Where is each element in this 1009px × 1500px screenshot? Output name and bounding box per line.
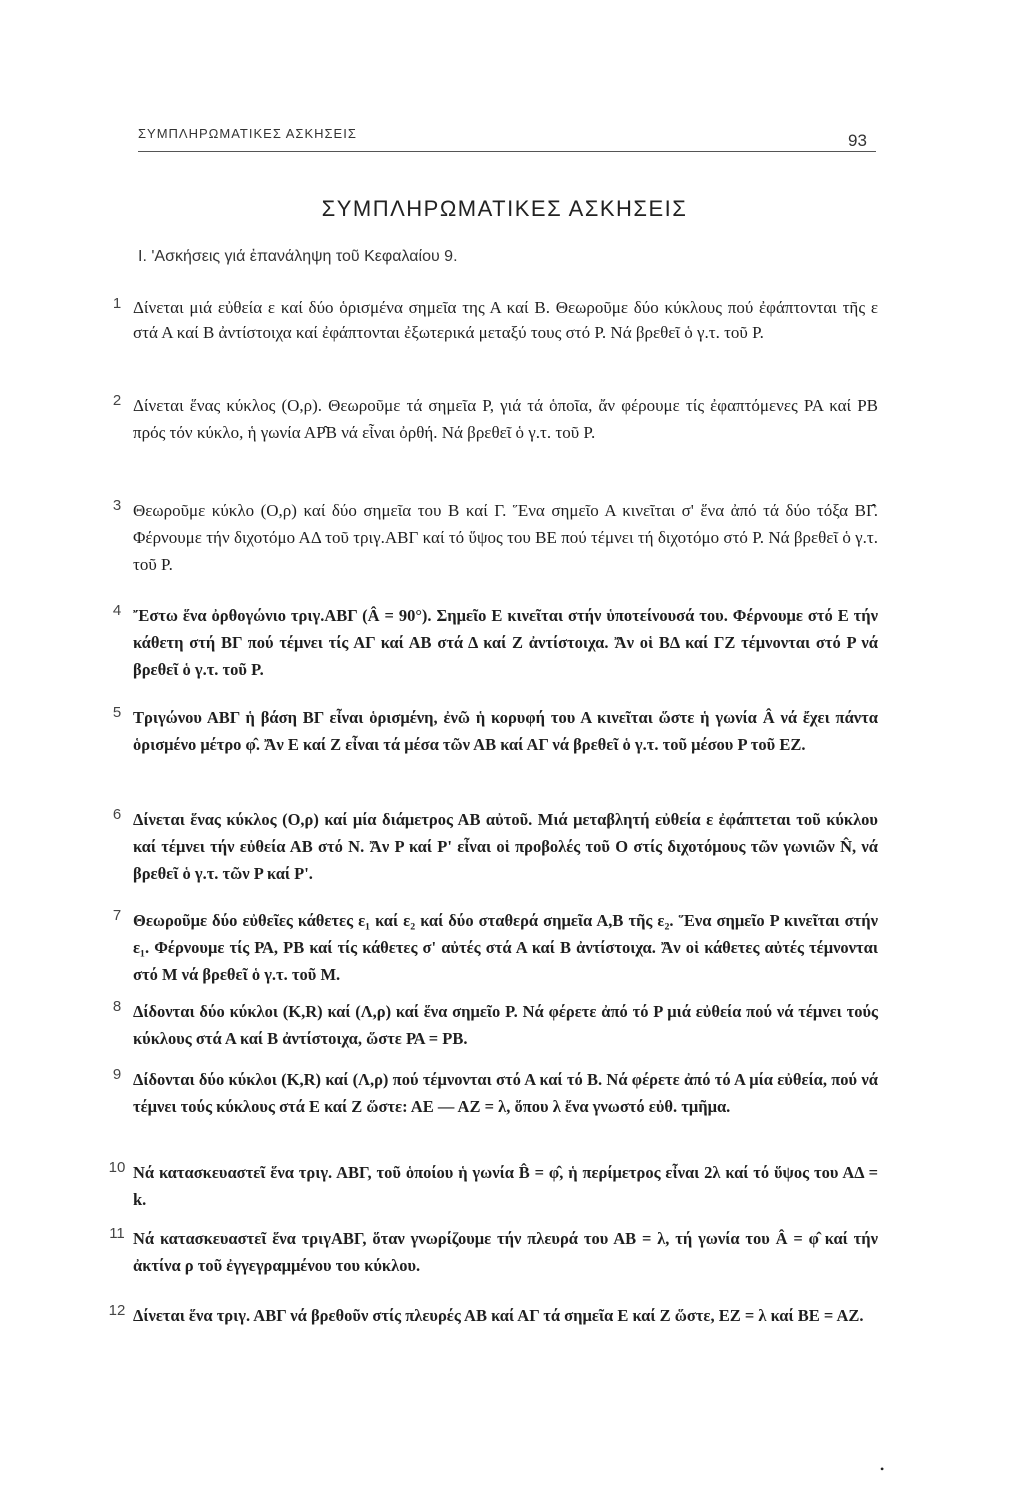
section-title: ΣΥΜΠΛΗΡΩΜΑΤΙΚΕΣ ΑΣΚΗΣΕΙΣ [321,196,688,221]
exercise-number: 11 [109,1225,125,1242]
exercise-text: Θεωροῦμε κύκλο (Ο,ρ) καί δύο σημεῖα του Β καί Γ. Ἕνα σημεῖο Α κινεῖται σ' ἕνα ἀπό τά δύο τόξα ΒΓ̂. Φέρνουμε τήν διχοτόμο ΑΔ τοῦ τριγ.ΑΒΓ καί τό ὕψος του ΒΕ πού τέμνει τή διχοτόμο στό Ρ. Νά βρεθεῖ ὁ γ.τ. τοῦ Ρ. [133,501,878,574]
exercise-number: 5 [112,704,122,721]
exercise-number: 3 [112,497,122,514]
page-number: 93 [848,131,867,150]
exercise-number: 7 [112,907,122,924]
exercise-text: Δίδονται δύο κύκλοι (Κ,R) καί (Λ,ρ) πού τέμνονται στό Α καί τό Β. Νά φέρετε ἀπό τό Α μία εὐθεία, πού νά τέμνει τούς κύκλους στά Ε καί Ζ ὥστε: ΑΕ — ΑΖ = λ, ὅπου λ ἕνα γνωστό εὐθ. τμῆμα. [133,1070,878,1116]
exercise-text: Νά κατασκευαστεῖ ἕνα τριγ. ΑΒΓ, τοῦ ὁποίου ἡ γωνία B̂ = φ̂, ἡ περίμετρος εἶναι 2λ καί τό ὕψος του ΑΔ = k. [133,1163,878,1209]
exercise-text: Δίδονται δύο κύκλοι (Κ,R) καί (Λ,ρ) καί ἕνα σημεῖο Ρ. Νά φέρετε ἀπό τό Ρ μιά εὐθεία πού νά τέμνει τούς κύκλους στά Α καί Β ἀντίστοιχα, ὥστε ΡΑ = ΡΒ. [133,1002,878,1048]
exercise-number: 8 [112,998,122,1015]
running-header: ΣΥΜΠΛΗΡΩΜΑΤΙΚΕΣ ΑΣΚΗΣΕΙΣ [138,126,357,141]
stray-ink-mark: • [880,1462,885,1476]
section-subheading: I. 'Ασκήσεις γιά ἐπανάληψη τοῦ Κεφαλαίου 9. [138,248,458,265]
exercise-text: Τριγώνου ΑΒΓ ἡ βάση ΒΓ εἶναι ὁρισμένη, ἐνῶ ἡ κορυφή του Α κινεῖται ὥστε ἡ γωνία Â νά ἔχει πάντα ὁρισμένο μέτρο φ̂. Ἄν Ε καί Ζ εἶναι τά μέσα τῶν ΑΒ καί ΑΓ νά βρεθεῖ ὁ γ.τ. τοῦ μέσου Ρ τοῦ ΕΖ. [133,708,878,754]
exercise-text: Νά κατασκευαστεῖ ἕνα τριγΑΒΓ, ὅταν γνωρίζουμε τήν πλευρά του ΑΒ = λ, τή γωνία του Â = φ̂ καί τήν ἀκτίνα ρ τοῦ ἐγγεγραμμένου του κύκλου. [133,1229,878,1275]
exercise-number: 4 [112,602,122,619]
exercise-text: Δίνεται μιά εὐθεία ε καί δύο ὁρισμένα σημεῖα της Α καί Β. Θεωροῦμε δύο κύκλους πού ἐφάπτονται τῆς ε στά Α καί Β ἀντίστοιχα καί ἐφάπτονται ἐξωτερικά μεταξύ τους στό Ρ. Νά βρεθεῖ ὁ γ.τ. τοῦ Ρ. [133,298,878,342]
header-rule [138,151,876,152]
exercise-number: 9 [112,1066,122,1083]
exercise-number: 1 [112,295,122,312]
exercise-text: Δίνεται ἕνα τριγ. ΑΒΓ νά βρεθοῦν στίς πλευρές ΑΒ καί ΑΓ τά σημεῖα Ε καί Ζ ὥστε, ΕΖ = λ καί ΒΕ = ΑΖ. [133,1306,864,1325]
exercise-text: Δίνεται ἕνας κύκλος (Ο,ρ). Θεωροῦμε τά σημεῖα Ρ, γιά τά ὁποῖα, ἄν φέρουμε τίς ἐφαπτόμενες ΡΑ καί ΡΒ πρός τόν κύκλο, ἡ γωνία ΑΡ̂Β νά εἶναι ὀρθή. Νά βρεθεῖ ὁ γ.τ. τοῦ Ρ. [133,396,878,442]
exercise-number: 6 [112,806,122,823]
exercise-number: 2 [112,392,122,409]
exercise-text: Ἔστω ἕνα ὀρθογώνιο τριγ.ΑΒΓ (Â = 90°). Σημεῖο Ε κινεῖται στήν ὑποτείνουσά του. Φέρνουμε στό Ε τήν κάθετη στή ΒΓ πού τέμνει τίς ΑΓ καί ΑΒ στά Δ καί Ζ ἀντίστοιχα. Ἄν οἱ ΒΔ καί ΓΖ τέμνονται στό Ρ νά βρεθεῖ ὁ γ.τ. τοῦ Ρ. [133,606,878,679]
exercise-text: Δίνεται ἕνας κύκλος (Ο,ρ) καί μία διάμετρος ΑΒ αὐτοῦ. Μιά μεταβλητή εὐθεία ε ἐφάπτεται τοῦ κύκλου καί τέμνει τήν εὐθεία ΑΒ στό Ν. Ἄν Ρ καί Ρ' εἶναι οἱ προβολές τοῦ Ο στίς διχοτόμους τῶν γωνιῶν N̂, νά βρεθεῖ ὁ γ.τ. τῶν Ρ καί Ρ'. [133,810,878,883]
exercise-number: 12 [108,1302,126,1319]
exercise-text: Θεωροῦμε δύο εὐθεῖες κάθετες ε₁ καί ε₂ καί δύο σταθερά σημεῖα Α,Β τῆς ε₂. Ἕνα σημεῖο Ρ κινεῖται στήν ε₁. Φέρνουμε τίς ΡΑ, ΡΒ καί τίς κάθετες σ' αὐτές στά Α καί Β ἀντίστοιχα. Ἄν οἱ κάθετες αὐτές τέμνονται στό Μ νά βρεθεῖ ὁ γ.τ. τοῦ Μ. [133,911,878,984]
exercise-number: 10 [108,1159,126,1176]
